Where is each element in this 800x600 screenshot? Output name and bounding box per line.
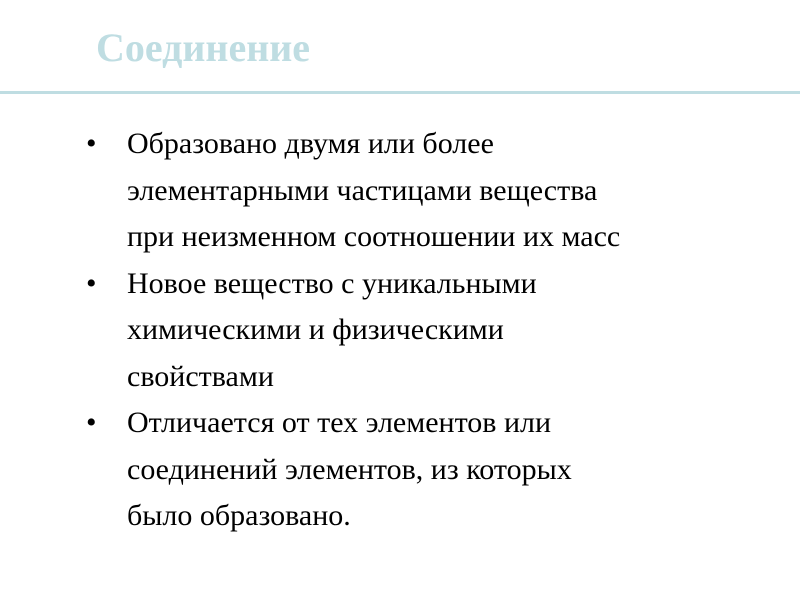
bullet-line: при неизменном соотношении их масс bbox=[127, 220, 621, 253]
bullet-line: свойствами bbox=[127, 359, 274, 393]
bullet-list bbox=[0, 121, 800, 540]
bullet-line: Новое вещество с уникальными bbox=[127, 266, 537, 300]
bullet-item bbox=[0, 261, 767, 401]
bullet-icon: • bbox=[86, 127, 97, 160]
bullet-line: элементарными частицами вещества bbox=[127, 173, 598, 207]
bullet-icon: • bbox=[86, 266, 97, 300]
slide-title: Соединение bbox=[96, 25, 311, 70]
bullet-line: химическими и физическими bbox=[127, 313, 504, 346]
bullet-line: Отличается от тех элементов или bbox=[127, 406, 552, 439]
bullet-line: Образовано двумя или более bbox=[127, 127, 494, 160]
bullet-item bbox=[0, 121, 767, 261]
bullet-line: было образовано. bbox=[127, 499, 351, 532]
title-divider bbox=[0, 91, 800, 94]
bullet-item bbox=[0, 400, 767, 540]
bullet-line: соединений элементов, из которых bbox=[127, 452, 572, 486]
bullet-icon: • bbox=[86, 406, 97, 439]
